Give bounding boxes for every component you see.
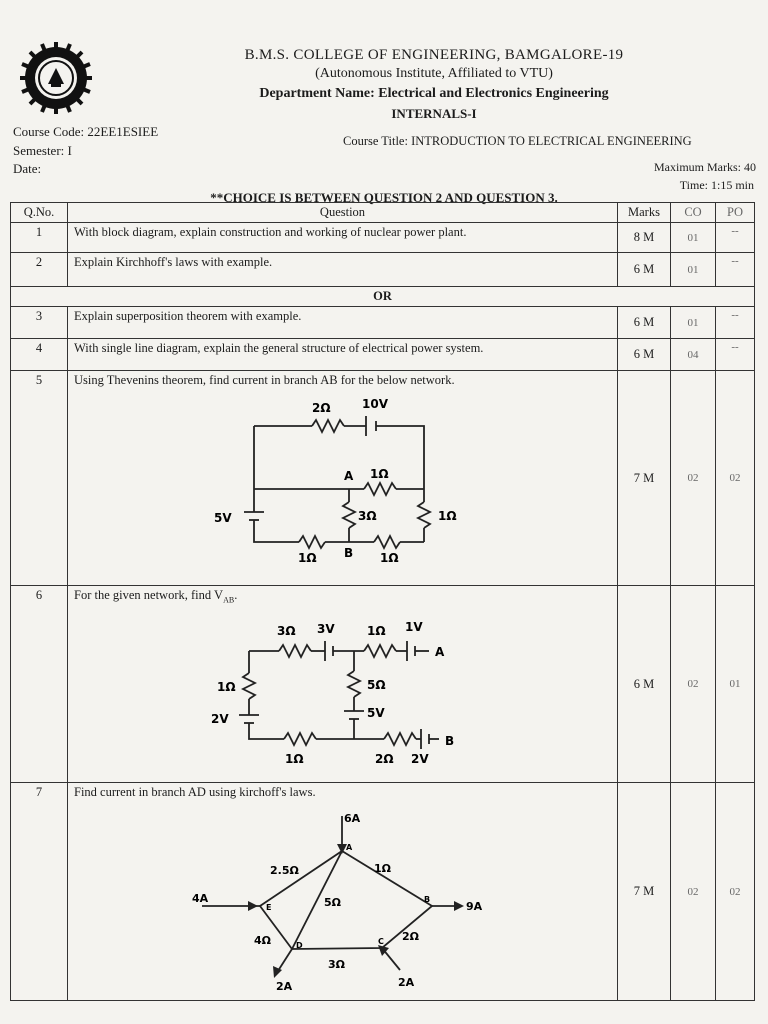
course-code: Course Code: 22EE1ESIEE	[13, 124, 159, 139]
label-r-right: 1Ω	[438, 509, 457, 523]
resistor-2	[364, 645, 396, 657]
label-r-mid: 5Ω	[367, 677, 386, 692]
exam-date: Date:	[13, 161, 42, 176]
qno-header: Q.No.	[11, 203, 68, 223]
course-title: Course Title: INTRODUCTION TO ELECTRICAL ENGINEERING	[343, 134, 692, 148]
label-v-left: 2V	[211, 711, 229, 726]
resistor-bottom-right	[384, 733, 416, 745]
node-c: C	[378, 937, 384, 946]
po-header: PO	[716, 203, 755, 223]
choice-note: **CHOICE IS BETWEEN QUESTION 2 AND QUESTION 3.	[210, 190, 558, 205]
question-text: With block diagram, explain construction and working of nuclear power plant.	[68, 223, 618, 253]
question-text-end: .	[234, 588, 238, 602]
department-name: Department Name: Electrical and Electronics Engineering	[259, 86, 609, 101]
question-co: 01	[671, 253, 716, 287]
question-text-subscript: AB	[223, 595, 235, 605]
question-text: Explain Kirchhoff's laws with example.	[68, 253, 618, 287]
table-header-row	[11, 203, 755, 223]
label-r-ea: 2.5Ω	[270, 864, 299, 877]
question-text-main: For the given network, find V	[74, 588, 224, 602]
marks-header: Marks	[618, 203, 671, 223]
label-r-ad: 5Ω	[324, 896, 342, 909]
question-marks: 8 M	[618, 223, 671, 253]
label-i-bottom-left: 2A	[276, 980, 293, 991]
table-row	[11, 371, 755, 586]
label-r-ab-top: 1Ω	[370, 467, 389, 481]
label-r-dc: 3Ω	[328, 958, 346, 971]
label-i-bottom-right: 2A	[398, 976, 415, 989]
label-v1: 3V	[317, 621, 335, 636]
resistor-1	[279, 645, 311, 657]
table-row	[11, 339, 755, 371]
label-v2: 1V	[405, 619, 423, 634]
question-text	[74, 588, 613, 605]
label-r-bottom: 1Ω	[285, 751, 304, 766]
resistor-top	[312, 420, 344, 432]
label-r-ab: 1Ω	[374, 862, 392, 875]
table-row	[11, 223, 755, 253]
wire	[249, 723, 284, 739]
question-po: --	[716, 253, 755, 287]
label-r-bottom-right: 1Ω	[380, 551, 399, 564]
question-co: 02	[671, 783, 716, 1001]
label-node-b: B	[344, 546, 354, 560]
node-a: A	[346, 843, 353, 852]
label-node-a: A	[435, 644, 445, 659]
question-number: 4	[11, 339, 68, 371]
label-i-top: 6A	[344, 812, 361, 825]
label-i-right: 9A	[466, 900, 483, 913]
resistor-left	[243, 673, 255, 699]
node-b: B	[424, 895, 431, 904]
resistor-bottom-left	[299, 536, 325, 548]
label-v-mid: 5V	[367, 705, 385, 720]
label-r-top: 2Ω	[312, 401, 331, 415]
wire	[254, 520, 299, 542]
question-co: 04	[671, 339, 716, 371]
question-co: 01	[671, 307, 716, 339]
question-number: 5	[11, 371, 68, 586]
circuit-diagram-q6	[189, 611, 499, 771]
network-diagram-q7	[192, 806, 512, 991]
label-node-b: B	[445, 733, 455, 748]
exam-title: INTERNALS-I	[391, 106, 477, 121]
co-header: CO	[671, 203, 716, 223]
arrowhead-9a	[454, 901, 464, 911]
question-po: --	[716, 223, 755, 253]
question-text: Using Thevenins theorem, find current in branch AB for the below network.	[74, 373, 455, 387]
resistor-bottom-right	[374, 536, 400, 548]
question-marks: 6 M	[618, 307, 671, 339]
question-cell	[68, 586, 618, 783]
question-po: 01	[716, 586, 755, 783]
label-v-top: 10V	[362, 397, 388, 411]
question-co: 02	[671, 371, 716, 586]
question-text: With single line diagram, explain the general structure of electrical power system.	[68, 339, 618, 371]
label-v-left: 5V	[214, 511, 232, 525]
question-marks: 7 M	[618, 371, 671, 586]
circuit-diagram-q5	[194, 394, 494, 564]
label-r1: 3Ω	[277, 623, 296, 638]
or-row	[11, 287, 755, 307]
question-number: 7	[11, 783, 68, 1001]
table-row	[11, 586, 755, 783]
or-label: OR	[11, 287, 755, 307]
question-number: 3	[11, 307, 68, 339]
question-text: Explain superposition theorem with example.	[68, 307, 618, 339]
question-text: Find current in branch AD using kirchoff's laws.	[74, 785, 316, 799]
resistor-mid	[348, 671, 360, 697]
question-cell	[68, 783, 618, 1001]
node-e: E	[266, 903, 272, 912]
question-po: --	[716, 307, 755, 339]
college-name: B.M.S. COLLEGE OF ENGINEERING, BAMGALORE-19	[244, 47, 624, 63]
institute-subtitle: (Autonomous Institute, Affiliated to VTU)	[315, 66, 553, 81]
maximum-marks: Maximum Marks: 40	[654, 160, 756, 174]
label-r-mid: 3Ω	[358, 509, 377, 523]
question-co: 02	[671, 586, 716, 783]
exam-time: Time: 1:15 min	[679, 178, 754, 192]
question-number: 1	[11, 223, 68, 253]
question-po: 02	[716, 371, 755, 586]
question-cell	[68, 371, 618, 586]
question-marks: 6 M	[618, 253, 671, 287]
label-r2: 1Ω	[367, 623, 386, 638]
resistor-bottom	[284, 733, 316, 745]
table-row	[11, 253, 755, 287]
question-header: Question	[68, 203, 618, 223]
node-d: D	[296, 941, 303, 950]
question-number: 2	[11, 253, 68, 287]
arrowhead-4a	[248, 901, 258, 911]
question-marks: 6 M	[618, 586, 671, 783]
label-r-ed: 4Ω	[254, 934, 272, 947]
label-r-cb: 2Ω	[402, 930, 420, 943]
semester: Semester: I	[13, 143, 72, 158]
question-table	[10, 202, 755, 1001]
table-row	[11, 307, 755, 339]
question-marks: 7 M	[618, 783, 671, 1001]
label-v-bottom-right: 2V	[411, 751, 429, 766]
label-r-bottom-right: 2Ω	[375, 751, 394, 766]
question-number: 6	[11, 586, 68, 783]
resistor-right	[418, 502, 430, 528]
resistor-ab-top	[364, 483, 396, 495]
label-node-a: A	[344, 469, 354, 483]
question-marks: 6 M	[618, 339, 671, 371]
resistor-mid	[343, 502, 355, 528]
table-row	[11, 783, 755, 1001]
question-po: --	[716, 339, 755, 371]
question-co: 01	[671, 223, 716, 253]
label-r-left: 1Ω	[217, 679, 236, 694]
label-r-bottom-left: 1Ω	[298, 551, 317, 564]
question-po: 02	[716, 783, 755, 1001]
label-i-left: 4A	[192, 892, 209, 905]
